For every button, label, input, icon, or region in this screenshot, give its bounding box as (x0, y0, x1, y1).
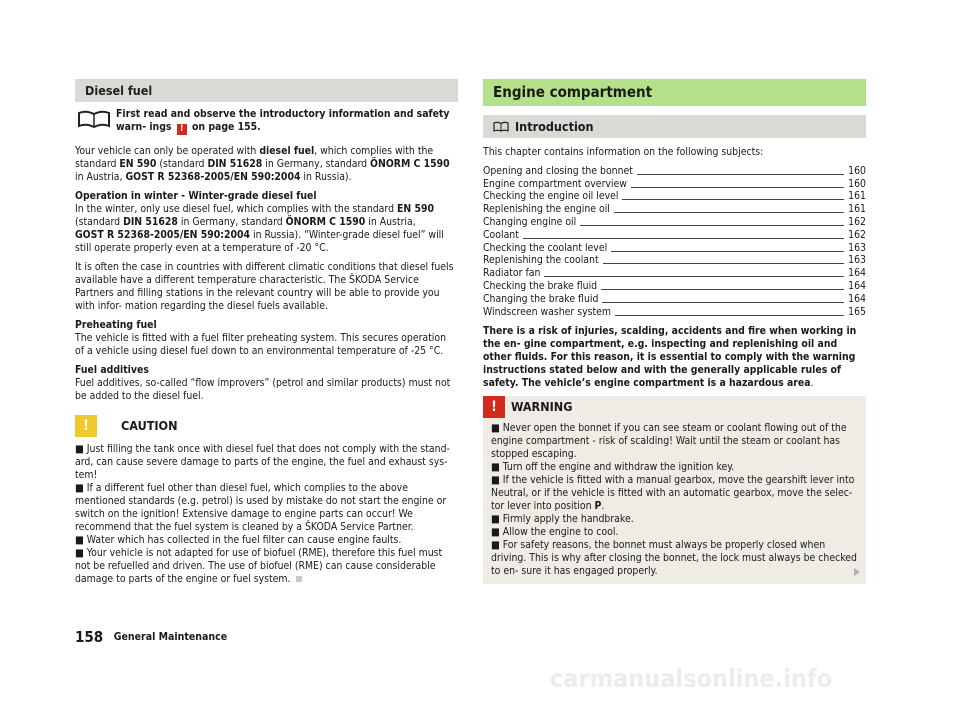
section-heading-diesel-fuel: Diesel fuel (75, 79, 458, 102)
warning-item: ■ If the vehicle is fitted with a manual gearbox, move the gearshift lever into Neutral, or if the vehicle is fitted with an automatic gearbox, move the selec- tor lever into position P. (491, 473, 855, 512)
preheating-paragraph: Preheating fuel The vehicle is fitted with a fuel filter preheating system. This secures operation of a vehicle using diesel fuel down to an environmental temperature of -25 °C. (75, 319, 447, 357)
open-book-icon (77, 109, 111, 129)
caution-header (75, 415, 458, 437)
chapter-heading-engine-compartment: Engine compartment (483, 79, 866, 106)
introduction-heading: Introduction (483, 115, 866, 138)
toc-intro: This chapter contains information on the following subjects: (483, 146, 764, 158)
risk-warning-paragraph: There is a risk of injuries, scalding, accidents and fire when working in the en- gine compartment, e.g. inspecting and replenishing oil and other fluids. For this reason, it is essential to comply with the warning instructions stated below and with the generally applicable rules of safety. The vehicle’s engine compartment is a hazardous area. (483, 324, 857, 389)
toc-row[interactable]: Opening and closing the bonnet 160 (483, 164, 866, 177)
warning-item: ■ Never open the bonnet if you can see steam or coolant flowing out of the engine compartment - risk of scalding! Wait until the steam or coolant has stopped escaping. (491, 421, 847, 460)
open-book-icon (493, 121, 509, 132)
footer-chapter-name: General Maintenance (113, 631, 228, 643)
page-footer (75, 625, 227, 649)
toc-row[interactable]: Windscreen washer system 165 (483, 305, 866, 318)
caution-item: ■ Just filling the tank once with diesel fuel that does not comply with the stand- ard, can cause severe damage to parts of the engine, the fuel and exhaust sys- tem! (75, 443, 450, 481)
toc-row[interactable]: Checking the engine oil level 161 (483, 190, 866, 203)
warning-item: ■ Allow the engine to cool. (491, 525, 619, 538)
toc-row[interactable]: Replenishing the engine oil 161 (483, 203, 866, 216)
chapter-toc (483, 165, 866, 319)
caution-item: ■ Your vehicle is not adapted for use of biofuel (RME), therefore this fuel must not be refuelled and driven. The use of biofuel (RME) can cause considerable damage to parts of the engine or fuel system. (75, 547, 443, 585)
section-end-icon (296, 576, 302, 582)
toc-row[interactable]: Radiator fan 164 (483, 267, 866, 280)
preheating-heading: Preheating fuel (75, 319, 157, 331)
climatic-paragraph: It is often the case in countries with different climatic conditions that diesel fuels available have a different temperature characteristic. The ŠKODA Service Partners and filling stations in the relevant country will be able to provide you with infor- mation regarding the diesel fuels available. (75, 261, 454, 312)
winter-paragraph: Operation in winter - Winter-grade diesel fuel In the winter, only use diesel fuel, which complies with the standard EN 590 (standard DIN 51628 in Germany, standard ÖNORM C 1590 in Austria, GOST R 52368-2005/EN 590:2004 in Russia). “Winter-grade diesel fuel” will still operate properly even at a temperature of -20 °C. (75, 190, 444, 254)
caution-body (75, 443, 458, 586)
warning-header (483, 396, 866, 418)
toc-row[interactable]: Replenishing the coolant 163 (483, 254, 866, 267)
warning-item: ■ Turn off the engine and withdraw the ignition key. (491, 460, 735, 473)
caution-item: ■ If a different fuel other than diesel fuel, which complies to the above mentioned standards (e.g. petrol) is used by mistake do not start the engine or switch on the ignition! Extensive damage to engine parts can occur! We recommend that the fuel system is cleaned by a ŠKODA Service Partner. (75, 482, 447, 533)
caution-icon: ! (75, 415, 97, 437)
toc-row[interactable]: Coolant 162 (483, 228, 866, 241)
warning-item: ■ Firmly apply the handbrake. (491, 512, 634, 525)
continued-arrow-icon (854, 568, 860, 576)
warning-body (483, 418, 866, 578)
warning-reference-icon[interactable]: ! (177, 124, 187, 135)
warning-icon: ! (483, 396, 505, 418)
toc-row[interactable]: Checking the brake fluid 164 (483, 279, 866, 292)
caution-item: ■ Water which has collected in the fuel filter can cause engine faults. (75, 534, 402, 546)
toc-row[interactable]: Changing the brake fluid 164 (483, 292, 866, 305)
additives-heading: Fuel additives (75, 364, 149, 376)
warning-title: WARNING (511, 398, 573, 414)
first-read-notice: First read and observe the introductory information and safety warn- ings ! on page 155. (75, 108, 458, 135)
page-number: 158 (75, 628, 104, 646)
warning-box (483, 396, 866, 584)
additives-paragraph: Fuel additives Fuel additives, so-called “flow improvers” (petrol and similar products) must not be added to the diesel fuel. (75, 364, 451, 402)
right-column (483, 79, 866, 584)
diesel-intro-paragraph: Your vehicle can only be operated with diesel fuel, which complies with the standard EN 590 (standard DIN 51628 in Germany, standard ÖNORM C 1590 in Austria, GOST R 52368-2005/EN 590:2004 in Russia). (75, 145, 450, 183)
watermark: carmanualsonline.info (550, 664, 833, 693)
toc-row[interactable]: Changing engine oil 162 (483, 215, 866, 228)
left-column (75, 79, 458, 586)
caution-title: CAUTION (121, 418, 178, 433)
toc-row[interactable]: Checking the coolant level 163 (483, 241, 866, 254)
warning-item: ■ For safety reasons, the bonnet must always be properly closed when driving. This is why after closing the bonnet, the lock must always be checked to en- sure it has engaged properly. (491, 539, 860, 578)
toc-row[interactable]: Engine compartment overview 160 (483, 177, 866, 190)
winter-heading: Operation in winter - Winter-grade diesel fuel (75, 190, 317, 202)
